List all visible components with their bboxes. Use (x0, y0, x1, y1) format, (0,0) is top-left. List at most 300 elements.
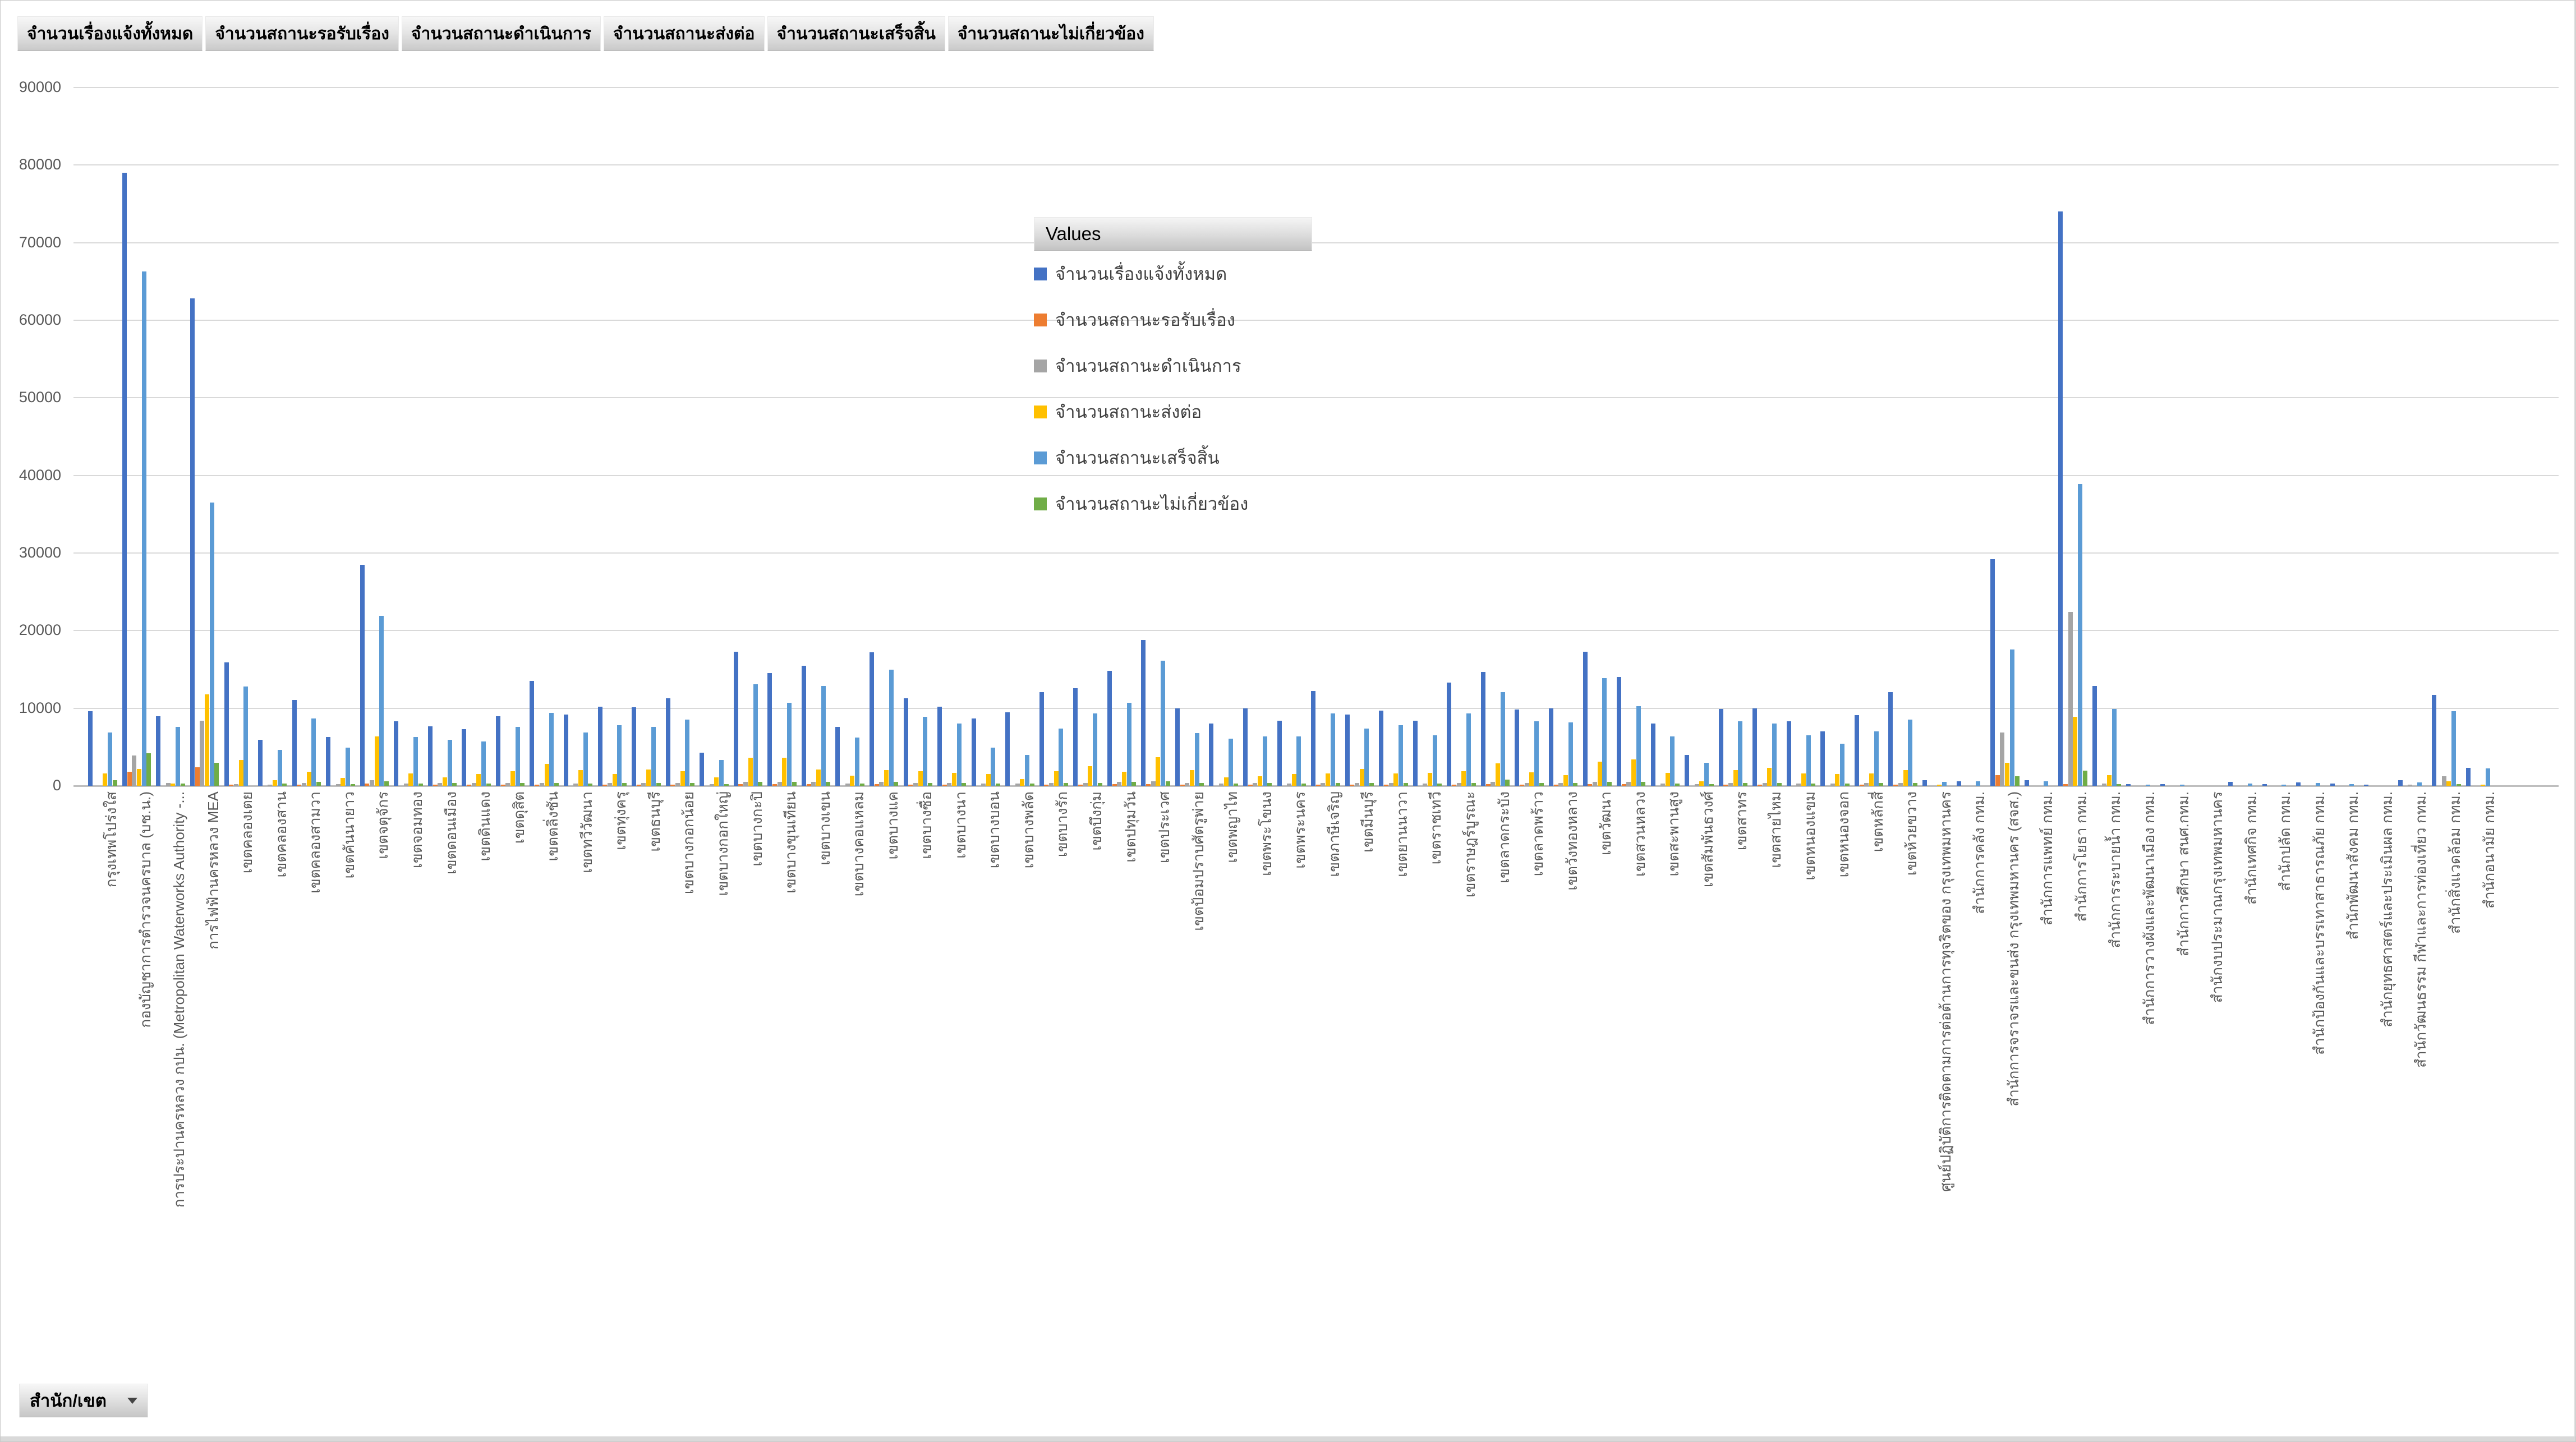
bar[interactable] (108, 732, 112, 786)
bar[interactable] (1005, 712, 1010, 786)
bar[interactable] (1258, 776, 1262, 786)
bar[interactable] (239, 760, 243, 786)
bar[interactable] (375, 736, 379, 786)
bar[interactable] (1913, 783, 1917, 786)
bar[interactable] (1554, 785, 1558, 786)
value-field-button-1[interactable]: จำนวนเรื่องแจ้งทั้งหมด (17, 16, 203, 51)
bar[interactable] (1471, 783, 1476, 786)
bar[interactable] (1316, 785, 1321, 786)
bar[interactable] (476, 774, 481, 786)
bar[interactable] (743, 782, 748, 786)
bar[interactable] (505, 783, 510, 786)
bar[interactable] (2262, 784, 2267, 786)
legend-values-field-button[interactable]: Values (1034, 217, 1312, 251)
bar[interactable] (1709, 784, 1714, 786)
bar[interactable] (942, 785, 947, 786)
value-field-button-5[interactable]: จำนวนสถานะเสร็จสิ้น (767, 16, 945, 51)
bar[interactable] (351, 784, 355, 786)
bar[interactable] (2005, 763, 2009, 786)
bar[interactable] (807, 784, 811, 786)
bar[interactable] (166, 783, 171, 786)
bar[interactable] (656, 783, 661, 786)
bar[interactable] (1660, 784, 1665, 786)
bar[interactable] (428, 726, 433, 786)
bar[interactable] (360, 565, 365, 786)
bar[interactable] (1496, 763, 1500, 786)
bar[interactable] (273, 780, 277, 786)
bar[interactable] (535, 785, 539, 786)
bar[interactable] (748, 758, 753, 786)
bar[interactable] (1263, 736, 1267, 786)
bar[interactable] (2092, 686, 2097, 786)
bar[interactable] (1641, 782, 1645, 786)
bar[interactable] (1399, 725, 1403, 786)
bar[interactable] (278, 750, 282, 786)
bar[interactable] (835, 727, 840, 786)
bar[interactable] (1976, 781, 1980, 786)
bar[interactable] (2063, 784, 2068, 786)
bar[interactable] (258, 740, 263, 786)
bar[interactable] (923, 717, 927, 786)
bar[interactable] (1243, 708, 1248, 786)
bar[interactable] (1112, 784, 1117, 786)
bar[interactable] (88, 711, 93, 786)
bar[interactable] (1534, 721, 1539, 786)
bar[interactable] (413, 737, 418, 786)
bar[interactable] (1501, 692, 1505, 786)
bar[interactable] (700, 753, 704, 786)
bar[interactable] (472, 783, 476, 786)
bar[interactable] (875, 784, 879, 786)
bar[interactable] (1525, 783, 1529, 786)
bar[interactable] (2044, 781, 2048, 786)
bar[interactable] (418, 784, 423, 786)
bar[interactable] (1039, 692, 1044, 786)
bar[interactable] (680, 771, 685, 786)
bar[interactable] (778, 782, 782, 786)
bar[interactable] (1224, 777, 1229, 786)
bar[interactable] (952, 773, 956, 786)
bar[interactable] (1331, 713, 1335, 786)
bar[interactable] (1073, 688, 1078, 786)
bar[interactable] (1787, 721, 1791, 786)
bar[interactable] (370, 780, 374, 786)
bar[interactable] (1292, 774, 1296, 786)
bar[interactable] (2446, 781, 2451, 786)
bar[interactable] (1059, 729, 1063, 786)
bar[interactable] (908, 785, 913, 786)
bar[interactable] (758, 782, 762, 786)
bar[interactable] (302, 783, 306, 786)
bar[interactable] (845, 784, 850, 786)
bar[interactable] (1733, 770, 1738, 786)
bar[interactable] (1598, 762, 1602, 786)
bar[interactable] (540, 783, 544, 786)
bar[interactable] (573, 784, 578, 786)
bar[interactable] (1549, 708, 1553, 786)
bar[interactable] (346, 748, 350, 786)
bar[interactable] (1796, 784, 1801, 786)
bar[interactable] (341, 778, 345, 786)
bar[interactable] (297, 785, 301, 786)
bar[interactable] (156, 716, 160, 786)
bar[interactable] (1811, 784, 1815, 786)
bar[interactable] (1117, 782, 1121, 786)
bar[interactable] (972, 718, 976, 786)
bar[interactable] (1015, 784, 1020, 786)
bar[interactable] (1083, 783, 1088, 786)
bar[interactable] (782, 758, 786, 786)
bar[interactable] (1253, 783, 1257, 786)
bar[interactable] (651, 727, 656, 786)
bar[interactable] (1593, 782, 1597, 786)
bar[interactable] (1937, 785, 1942, 786)
bar[interactable] (1695, 784, 1699, 786)
bar[interactable] (1806, 735, 1811, 786)
bar[interactable] (554, 783, 559, 786)
bar[interactable] (1209, 724, 1213, 786)
legend-item-2[interactable] (1034, 297, 1312, 343)
bar[interactable] (1146, 784, 1151, 786)
bar[interactable] (1539, 783, 1544, 786)
bar[interactable] (404, 784, 408, 786)
legend-item-6[interactable] (1034, 481, 1312, 527)
bar[interactable] (1199, 783, 1204, 786)
bar[interactable] (1743, 783, 1747, 786)
bar[interactable] (608, 783, 612, 786)
bar[interactable] (1845, 784, 1850, 786)
bar[interactable] (2442, 776, 2446, 786)
bar[interactable] (991, 748, 995, 786)
bar[interactable] (1025, 755, 1029, 786)
bar[interactable] (1602, 678, 1607, 786)
bar[interactable] (1903, 770, 1908, 786)
bar[interactable] (1219, 784, 1223, 786)
bar[interactable] (2486, 768, 2490, 786)
bar[interactable] (1840, 744, 1844, 786)
bar[interactable] (1151, 781, 1156, 786)
bar[interactable] (176, 727, 180, 786)
value-field-button-6[interactable]: จำนวนสถานะไม่เกี่ยวข้อง (948, 16, 1154, 51)
bar[interactable] (1423, 784, 1427, 786)
bar[interactable] (670, 785, 675, 786)
bar[interactable] (1888, 692, 1893, 786)
legend-item-1[interactable] (1034, 251, 1312, 297)
bar[interactable] (195, 767, 200, 786)
bar[interactable] (637, 785, 641, 786)
bar[interactable] (1942, 782, 1947, 786)
bar[interactable] (1879, 783, 1883, 786)
bar[interactable] (564, 715, 568, 786)
bar[interactable] (1898, 783, 1903, 786)
bar[interactable] (996, 784, 1000, 786)
bar[interactable] (1088, 766, 1092, 786)
bar[interactable] (734, 652, 738, 786)
bar[interactable] (2330, 784, 2335, 786)
bar[interactable] (1098, 783, 1102, 786)
bar[interactable] (181, 784, 185, 786)
bar[interactable] (1369, 783, 1374, 786)
bar[interactable] (1030, 784, 1034, 786)
bar[interactable] (1248, 785, 1253, 786)
bar[interactable] (1379, 711, 1383, 786)
bar[interactable] (2316, 783, 2320, 786)
bar[interactable] (2180, 785, 2184, 786)
legend-item-3[interactable] (1034, 343, 1312, 389)
bar[interactable] (1719, 709, 1723, 786)
bar[interactable] (1631, 759, 1636, 786)
bar[interactable] (1830, 784, 1835, 786)
bar[interactable] (1723, 785, 1728, 786)
bar[interactable] (1156, 757, 1160, 786)
bar[interactable] (545, 764, 549, 786)
bar[interactable] (904, 698, 908, 786)
bar[interactable] (103, 773, 107, 786)
bar[interactable] (957, 724, 962, 786)
bar[interactable] (229, 785, 233, 786)
bar[interactable] (1588, 784, 1592, 786)
bar[interactable] (1529, 772, 1534, 786)
bar[interactable] (2126, 784, 2131, 786)
bar[interactable] (598, 707, 602, 786)
bar[interactable] (1336, 783, 1340, 786)
bar[interactable] (1020, 779, 1024, 786)
bar[interactable] (1355, 783, 1359, 786)
bar[interactable] (1860, 785, 1864, 786)
bar[interactable] (1670, 736, 1675, 786)
bar[interactable] (516, 727, 520, 786)
bar[interactable] (1728, 783, 1733, 786)
bar[interactable] (1617, 677, 1621, 786)
bar[interactable] (520, 783, 525, 786)
bar[interactable] (1131, 782, 1136, 786)
bar[interactable] (928, 783, 932, 786)
bar[interactable] (719, 760, 724, 786)
bar[interactable] (962, 783, 966, 786)
bar[interactable] (753, 684, 758, 786)
bar[interactable] (1166, 781, 1170, 786)
bar[interactable] (913, 783, 918, 786)
bar[interactable] (1433, 735, 1437, 786)
bar[interactable] (1413, 721, 1418, 786)
bar[interactable] (1404, 783, 1408, 786)
bar[interactable] (622, 783, 627, 786)
bar[interactable] (1869, 773, 1874, 786)
bar[interactable] (816, 770, 821, 786)
bar[interactable] (2296, 782, 2301, 786)
bar[interactable] (214, 763, 219, 786)
bar[interactable] (792, 782, 797, 786)
bar[interactable] (1893, 785, 1898, 786)
bar[interactable] (772, 784, 777, 786)
bar[interactable] (190, 298, 195, 786)
bar[interactable] (1321, 783, 1325, 786)
bar[interactable] (767, 673, 772, 786)
bar[interactable] (1864, 783, 1869, 786)
bar[interactable] (510, 771, 515, 786)
bar[interactable] (617, 725, 622, 786)
bar[interactable] (1457, 783, 1461, 786)
bar[interactable] (855, 738, 859, 786)
bar[interactable] (1763, 783, 1767, 786)
bar[interactable] (210, 503, 214, 786)
bar[interactable] (879, 782, 884, 786)
bar[interactable] (1384, 785, 1388, 786)
bar[interactable] (1835, 774, 1839, 786)
bar[interactable] (870, 652, 874, 786)
bar[interactable] (1558, 783, 1563, 786)
bar[interactable] (602, 785, 607, 786)
bar[interactable] (1360, 769, 1364, 786)
bar[interactable] (443, 777, 447, 786)
bar[interactable] (2457, 784, 2461, 786)
bar[interactable] (850, 776, 854, 786)
bar[interactable] (122, 173, 127, 786)
bar[interactable] (632, 707, 636, 786)
bar[interactable] (2408, 785, 2412, 786)
value-field-button-4[interactable]: จำนวนสถานะส่งต่อ (604, 16, 765, 51)
bar[interactable] (1049, 783, 1054, 786)
bar[interactable] (1326, 773, 1330, 786)
bar[interactable] (1044, 785, 1048, 786)
bar[interactable] (1122, 772, 1126, 786)
bar[interactable] (2248, 784, 2252, 786)
bar[interactable] (588, 784, 592, 786)
bar[interactable] (884, 770, 889, 786)
bar[interactable] (1447, 683, 1451, 786)
bar[interactable] (1752, 708, 1757, 786)
bar[interactable] (530, 681, 534, 786)
bar[interactable] (2112, 709, 2117, 786)
bar[interactable] (1583, 652, 1588, 786)
bar[interactable] (146, 753, 151, 786)
legend-item-5[interactable] (1034, 435, 1312, 481)
bar[interactable] (2102, 784, 2106, 786)
bar[interactable] (1428, 773, 1432, 786)
bar[interactable] (1481, 672, 1485, 786)
value-field-button-3[interactable]: จำนวนสถานะดำเนินการ (402, 16, 601, 51)
bar[interactable] (1505, 780, 1510, 786)
bar[interactable] (738, 784, 743, 786)
bar[interactable] (2481, 785, 2485, 786)
bar[interactable] (142, 271, 146, 786)
bar[interactable] (268, 785, 272, 786)
bar[interactable] (1758, 785, 1762, 786)
bar[interactable] (379, 616, 384, 786)
bar[interactable] (666, 698, 670, 786)
bar[interactable] (1622, 784, 1626, 786)
bar[interactable] (1738, 721, 1742, 786)
bar[interactable] (1437, 784, 1442, 786)
bar[interactable] (316, 782, 321, 786)
bar[interactable] (947, 783, 951, 786)
bar[interactable] (1607, 782, 1612, 786)
bar[interactable] (394, 721, 398, 786)
bar[interactable] (641, 783, 646, 786)
bar[interactable] (889, 670, 894, 786)
bar[interactable] (1195, 733, 1199, 786)
bar[interactable] (2349, 784, 2354, 786)
bar[interactable] (1093, 713, 1097, 786)
bar[interactable] (1078, 785, 1083, 786)
bar[interactable] (234, 784, 238, 786)
bar[interactable] (501, 785, 505, 786)
bar[interactable] (1296, 736, 1301, 786)
axis-field-button[interactable] (19, 1384, 148, 1417)
bar[interactable] (1520, 785, 1524, 786)
bar[interactable] (243, 687, 248, 786)
bar[interactable] (205, 694, 209, 786)
bar[interactable] (1350, 785, 1354, 786)
bar[interactable] (1161, 661, 1165, 786)
bar[interactable] (1267, 783, 1272, 786)
bar[interactable] (132, 755, 136, 786)
bar[interactable] (1364, 729, 1369, 786)
bar[interactable] (2083, 771, 2087, 786)
bar[interactable] (1995, 775, 2000, 786)
bar[interactable] (433, 785, 438, 786)
bar[interactable] (2364, 785, 2368, 786)
bar[interactable] (1229, 739, 1233, 786)
bar[interactable] (1452, 785, 1456, 786)
bar[interactable] (1141, 640, 1146, 786)
bar[interactable] (282, 784, 287, 786)
bar[interactable] (2107, 775, 2112, 786)
bar[interactable] (326, 737, 330, 786)
bar[interactable] (486, 784, 491, 786)
bar[interactable] (1874, 731, 1879, 786)
bar[interactable] (918, 771, 923, 786)
bar[interactable] (336, 784, 341, 786)
bar[interactable] (685, 720, 689, 786)
bar[interactable] (171, 784, 175, 786)
bar[interactable] (811, 782, 816, 786)
bar[interactable] (675, 783, 680, 786)
bar[interactable] (1190, 770, 1194, 786)
value-field-button-2[interactable]: จำนวนสถานะรอรับเรื่อง (205, 16, 399, 51)
bar[interactable] (1957, 781, 1961, 786)
bar[interactable] (1772, 724, 1777, 786)
bar[interactable] (1287, 784, 1291, 786)
bar[interactable] (986, 774, 991, 786)
bar[interactable] (2160, 784, 2165, 786)
bar[interactable] (1563, 775, 1568, 786)
bar[interactable] (1908, 720, 1912, 786)
bar[interactable] (1515, 710, 1519, 786)
bar[interactable] (1990, 559, 1995, 786)
bar[interactable] (2417, 782, 2422, 786)
bar[interactable] (2073, 717, 2077, 786)
bar[interactable] (1311, 691, 1315, 786)
bar[interactable] (224, 662, 229, 786)
bar[interactable] (1389, 783, 1393, 786)
bar[interactable] (1301, 784, 1306, 786)
bar[interactable] (1185, 783, 1189, 786)
bar[interactable] (1277, 721, 1282, 786)
bar[interactable] (1801, 773, 1806, 786)
bar[interactable] (690, 783, 694, 786)
bar[interactable] (894, 782, 898, 786)
bar[interactable] (448, 740, 452, 786)
bar[interactable] (860, 784, 864, 786)
bar[interactable] (452, 783, 457, 786)
bar[interactable] (1704, 763, 1709, 786)
bar[interactable] (1486, 784, 1491, 786)
bar[interactable] (1636, 706, 1641, 786)
bar[interactable] (1491, 782, 1495, 786)
bar[interactable] (724, 784, 729, 786)
bar[interactable] (1666, 773, 1670, 786)
